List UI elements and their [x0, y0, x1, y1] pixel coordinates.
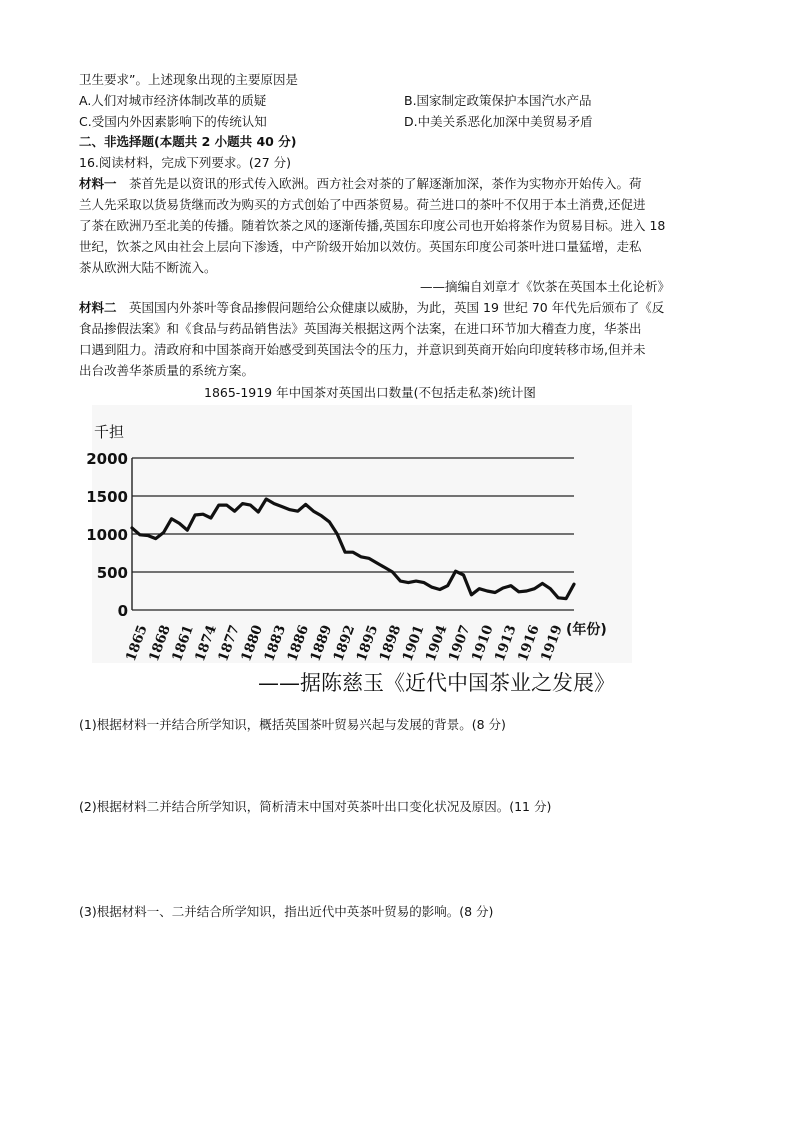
x-tick-label: 1901	[399, 622, 428, 664]
tea-export-chart	[86, 405, 632, 664]
y-tick-label: 1500	[86, 488, 128, 506]
chart-source: ——据陈慈玉《近代中国茶业之发展》	[258, 671, 615, 695]
sub-question-3: (3)根据材料一、二并结合所学知识，指出近代中英茶叶贸易的影响。(8 分)	[79, 904, 494, 919]
option-d: D.中美关系恶化加深中美贸易矛盾	[404, 114, 593, 129]
x-tick-label: 1883	[261, 622, 290, 664]
y-tick-label: 2000	[86, 450, 128, 468]
sub-question-2: (2)根据材料二并结合所学知识，简析清末中国对英茶叶出口变化状况及原因。(11 分)	[79, 799, 552, 814]
option-b: B.国家制定政策保护本国汽水产品	[404, 93, 592, 108]
x-tick-label: 1904	[422, 622, 451, 664]
series-line	[132, 499, 574, 599]
material-2-line-1	[79, 298, 664, 318]
y-tick-label: 500	[96, 564, 128, 582]
question-16: 16.阅读材料，完成下列要求。(27 分)	[79, 155, 292, 170]
material-2-label: 材料二	[79, 300, 117, 315]
x-tick-label: 1865	[122, 622, 151, 664]
x-tick-label: 1886	[284, 622, 313, 664]
chart-caption: 1865-1919 年中国茶对英国出口数量(不包括走私茶)统计图	[204, 385, 536, 400]
x-tick-label: 1913	[491, 622, 520, 664]
x-tick-label: 1892	[330, 622, 359, 664]
material-2-line-3: 口遇到阻力。清政府和中国茶商开始感受到英国法令的压力，并意识到英商开始向印度转移市场,但并未	[79, 342, 646, 357]
material-1-line-2: 兰人先采取以货易货继而改为购买的方式创始了中西茶贸易。荷兰进口的茶叶不仅用于本土消费,还促进	[79, 197, 646, 212]
y-axis-title: 千担	[94, 423, 125, 441]
x-tick-label: 1889	[307, 622, 336, 664]
material-1-text: 茶首先是以资讯的形式传入欧洲。西方社会对茶的了解逐渐加深，茶作为实物亦开始传入。荷	[116, 176, 642, 191]
option-a: A.人们对城市经济体制改革的质疑	[79, 93, 267, 108]
material-2-line-4: 出台改善华茶质量的系统方案。	[79, 363, 255, 378]
y-tick-label: 1000	[86, 526, 128, 544]
question-stem-tail: 卫生要求”。上述现象出现的主要原因是	[79, 72, 298, 87]
x-tick-label: 1874	[192, 622, 220, 664]
section-heading: 二、非选择题(本题共 2 小题共 40 分)	[79, 134, 297, 149]
x-tick-label: 1916	[514, 622, 543, 664]
x-tick-label: 1898	[376, 622, 405, 664]
x-tick-label: 1880	[238, 622, 267, 664]
x-tick-label: 1919	[537, 622, 566, 664]
material-1-line-3: 了茶在欧洲乃至北美的传播。随着饮茶之风的逐渐传播,英国东印度公司也开始将茶作为贸易目标。进入 18	[79, 218, 666, 233]
option-c: C.受国内外因素影响下的传统认知	[79, 114, 267, 129]
material-2-line-2: 食品掺假法案》和《食品与药品销售法》英国海关根据这两个法案，在进口环节加大稽查力度，华茶出	[79, 321, 642, 336]
x-tick-label: 1910	[468, 622, 497, 664]
sub-question-1: (1)根据材料一并结合所学知识，概括英国茶叶贸易兴起与发展的背景。(8 分)	[79, 717, 506, 732]
material-1-line-1	[79, 174, 642, 194]
material-1-label: 材料一	[79, 176, 117, 191]
x-tick-label: 1868	[145, 622, 174, 664]
y-tick-label: 0	[117, 602, 128, 620]
material-1-line-4: 世纪，饮茶之风由社会上层向下渗透，中产阶级开始加以效仿。英国东印度公司茶叶进口量猛增，走私	[79, 239, 642, 254]
chart-svg	[86, 405, 632, 664]
x-tick-label: 1907	[445, 622, 474, 664]
x-tick-label: 1895	[353, 622, 382, 664]
x-axis-title: (年份)	[566, 622, 607, 638]
material-2-text: 英国国内外茶叶等食品掺假问题给公众健康以威胁，为此，英国 19 世纪 70 年代先后颁布了《反	[116, 300, 665, 315]
x-tick-label: 1877	[215, 622, 243, 664]
material-1-source: ——摘编自刘章才《饮茶在英国本土化论析》	[420, 279, 671, 294]
material-1-line-5: 茶从欧洲大陆不断流入。	[79, 260, 217, 275]
x-tick-label: 1861	[168, 622, 197, 664]
